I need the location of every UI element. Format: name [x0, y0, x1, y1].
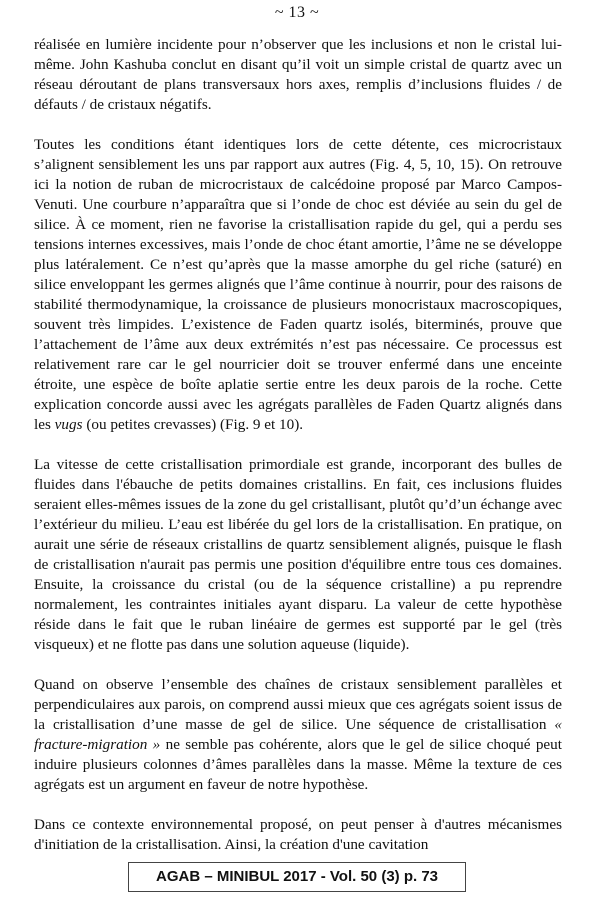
- italic-term: « fracture-migration »: [34, 716, 562, 753]
- text-run: Quand on observe l’ensemble des chaînes de cristaux sensiblement parallèles et perpendiculaires aux parois, on comprend aussi mieux que ces agrégats soient issus de la cristallisation d’une masse de gel de silice. Une séquence de cristallisation: [34, 676, 562, 733]
- text-run: ne semble pas cohérente, alors que le gel de silice choqué peut induire plusieurs colonnes d’âmes parallèles dans la masse. Même la texture de ces agrégats est un argument en faveur de notre hypothèse.: [34, 736, 562, 793]
- paragraph: [34, 815, 562, 855]
- text-run: Toutes les conditions étant identiques lors de cette détente, ces microcristaux s’alignent sensiblement les uns par rapport aux autres (Fig. 4, 5, 10, 15). On retrouve ici la notion de ruban de microcristaux de calcédoine proposé par Marco Campos-Venuti. Une courbure n’apparaîtra que si l’onde de choc est déviée au sein du gel de silice. À ce moment, rien ne favorise la cristallisation rapide du gel, qui a perdu ses tensions internes excessives, mais l’onde de choc étant amortie, l’âme ne se développe plus latéralement. Ce n’est qu’après que la masse amorphe du gel riche (saturé) en silice enveloppant les germes alignés que l’âme continue à nourrir, pour des raisons de stabilité thermodynamique, la croissance de plusieurs monocristaux macroscopiques, souvent très limpides. L’existence de Faden quartz isolés, biterminés, prouve que l’attachement de l’âme aux deux extrémités n’est pas nécessaire. Ce processus est relativement rare car le gel nourricier doit se trouver enfermé dans une enceinte étroite, une espèce de boîte aplatie sertie entre les deux parois de la roche. Cette explication concorde aussi avec les agrégats parallèles de Faden Quartz alignés dans les: [34, 136, 562, 433]
- page-number: ~ 13 ~: [274, 4, 320, 21]
- paragraph: [34, 455, 562, 655]
- paragraph: [34, 675, 562, 795]
- paragraph: [34, 135, 562, 435]
- text-run: La vitesse de cette cristallisation primordiale est grande, incorporant des bulles de fluides dans l'ébauche de petits domaines cristallins. En fait, ces inclusions fluides seraient elles-mêmes issues de la zone du gel cristallisant, plutôt qu’d’un échange avec l’extérieur du milieu. L’eau est libérée du gel lors de la cristallisation. En pratique, on aurait une série de réseaux cristallins de quartz sensiblement alignés, puisque le flash de cristallisation n'aurait pas permis une position d'équilibre entre tous ces domaines. Ensuite, la croissance du cristal (ou de la séquence cristalline) a pu reprendre normalement, les contraintes initiales ayant disparu. La valeur de cette hypothèse réside dans le fait que le ruban linéaire de germes est supporté par le gel (très visqueux) et ne flotte pas dans une solution aqueuse (liquide).: [34, 456, 562, 653]
- text-run: Dans ce contexte environnemental proposé, on peut penser à d'autres mécanismes d'initiation de la cristallisation. Ainsi, la création d'une cavitation: [34, 816, 562, 853]
- text-run: (ou petites crevasses) (Fig. 9 et 10).: [82, 416, 304, 433]
- body-text: [34, 35, 562, 855]
- italic-term: vugs: [54, 416, 83, 433]
- text-run: réalisée en lumière incidente pour n’observer que les inclusions et non le cristal lui-même. John Kashuba conclut en disant qu’il voit un simple cristal de quartz avec un réseau déroutant de plans transversaux hors axes, remplis d’inclusions fluides / de défauts / de cristaux négatifs.: [34, 36, 562, 113]
- footer-citation: AGAB – MINIBUL 2017 - Vol. 50 (3) p. 73: [128, 862, 466, 892]
- paragraph: [34, 35, 562, 115]
